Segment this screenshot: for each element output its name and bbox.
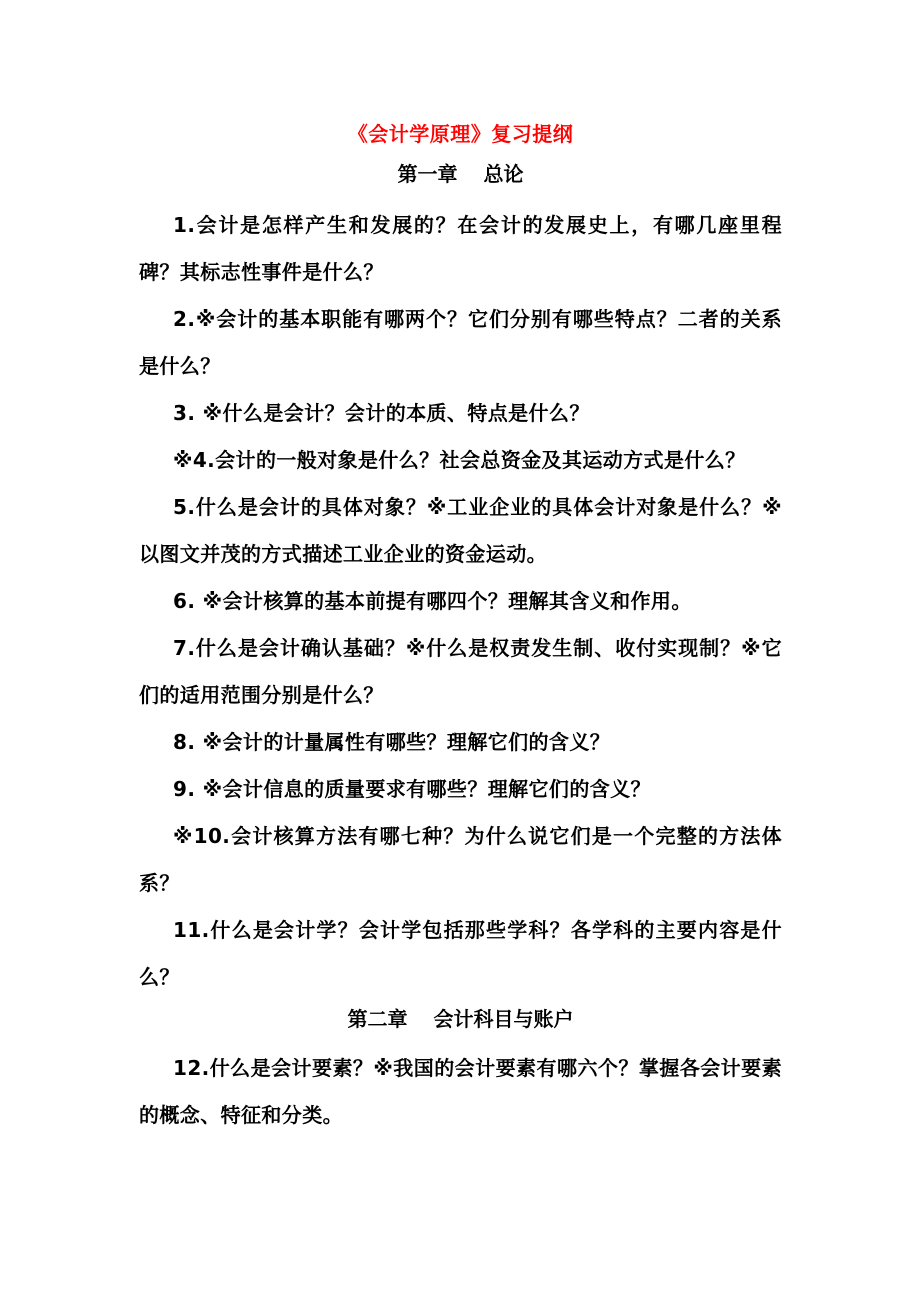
question-item: 3. ※什么是会计？会计的本质、特点是什么？ [173,401,590,425]
chapter-number: 第二章 [347,1007,408,1031]
question-item: ※10.会计核算方法有哪七种？为什么说它们是一个完整的方法体系？ [139,824,782,895]
chapter-number: 第一章 [397,162,458,186]
question-item: 2.※会计的基本职能有哪两个？它们分别有哪些特点？二者的关系是什么？ [139,307,782,378]
chapter-heading [139,1005,782,1033]
question-item: 11.什么是会计学？会计学包括那些学科？各学科的主要内容是什么？ [139,918,782,989]
document-title: 《会计学原理》复习提纲 [347,122,574,146]
chapter-heading [139,160,782,188]
question-item: 9. ※会计信息的质量要求有哪些？理解它们的含义？ [173,777,651,801]
chapter-name: 总论 [483,162,524,186]
question-item: ※4.会计的一般对象是什么？社会总资金及其运动方式是什么？ [173,448,746,472]
question-item: 1.会计是怎样产生和发展的？在会计的发展史上，有哪几座里程碑？其标志性事件是什么？ [139,213,782,284]
question-item: 8. ※会计的计量属性有哪些？理解它们的含义？ [173,730,611,754]
question-item: 12.什么是会计要素？※我国的会计要素有哪六个？掌握各会计要素的概念、特征和分类。 [139,1056,782,1127]
question-item: 5.什么是会计的具体对象？※工业企业的具体会计对象是什么？※以图文并茂的方式描述工业企业的资金运动。 [139,495,782,566]
chapter-name: 会计科目与账户 [433,1007,574,1031]
question-item: 7.什么是会计确认基础？※什么是权责发生制、收付实现制？※它们的适用范围分别是什么？ [139,636,782,707]
question-item: 6. ※会计核算的基本前提有哪四个？理解其含义和作用。 [173,589,692,613]
